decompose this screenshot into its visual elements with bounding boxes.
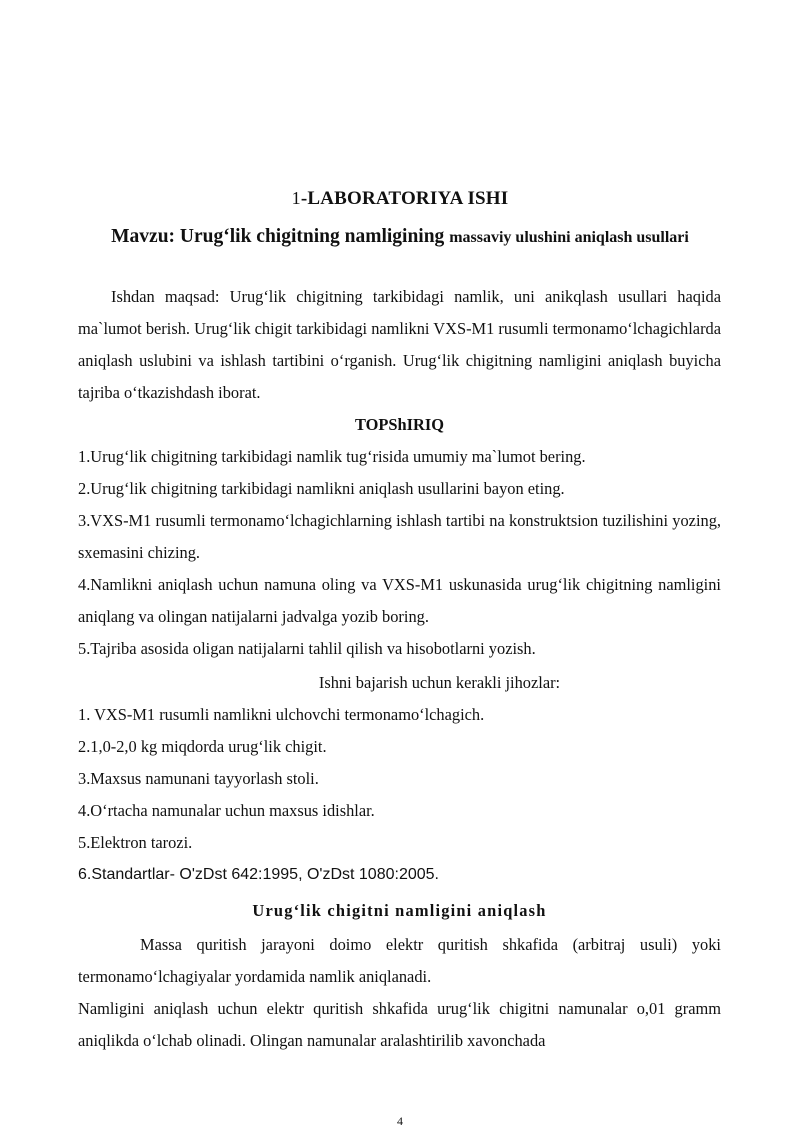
task-item: 4.Namlikni aniqlash uchun namuna oling va VXS-M1 uskunasida urug‘lik chigitning namligini aniqlang va olingan natijalarni jadvalga yozib boring. — [78, 575, 721, 626]
lab-number: 1 — [291, 188, 301, 208]
task-item: 5.Tajriba asosida oligan natijalarni tahlil qilish va hisobotlarni yozish. — [78, 639, 536, 658]
section-paragraph: Namligini aniqlash uchun elektr quritish shkafida urug‘lik chigitni namunalar o,01 gramm aniqlikda o‘lchab olinadi. Olingan namunalar aralashtirilib xavonchada — [78, 999, 721, 1050]
task-item: 2.Urug‘lik chigitning tarkibidagi namlikni aniqlash usullarini bayon eting. — [78, 479, 565, 498]
equipment-item: 5.Elektron tarozi. — [78, 833, 193, 852]
page-number: 4 — [397, 1114, 403, 1128]
standards-item: 6.Standartlar- O'zDst 642:1995, O'zDst 1080:2005. — [78, 866, 439, 883]
section-body — [78, 929, 721, 1057]
equipment-item: 1. VXS-M1 rusumli namlikni ulchovchi termonamo‘lchagich. — [78, 705, 485, 724]
section-heading: Urug‘lik chigitni namligini aniqlash — [252, 901, 547, 920]
task-item: 3.VXS-M1 rusumli termonamo‘lchagichlarning ishlash tartibi na konstruktsion tuzilishini yozing, sxemasini chizing. — [78, 511, 721, 562]
equipment-heading: Ishni bajarish uchun kerakli jihozlar: — [318, 673, 561, 692]
task-list — [78, 441, 721, 665]
task-item: 1.Urug‘lik chigitning tarkibidagi namlik tug‘risida umumiy ma`lumot bering. — [78, 447, 586, 466]
equipment-item: 3.Maxsus namunani tayyorlash stoli. — [78, 769, 319, 788]
purpose-block — [78, 281, 721, 409]
section-block — [78, 895, 721, 927]
lab-title-text: -LABORATORIYA ISHI — [300, 188, 509, 209]
equipment-item: 2.1,0-2,0 kg miqdorda urug‘lik chigit. — [78, 737, 327, 756]
equipment-item: 4.O‘rtacha namunalar uchun maxsus idishlar. — [78, 801, 375, 820]
purpose-paragraph: Ishdan maqsad: Urug‘lik chigitning tarkibidagi namlik, uni anikqlash usullari haqida ma`lumot berish. Urug‘lik chigit tarkibidagi namlikni VXS-M1 rusumli termonamo‘lchagichlarda aniqlash uslubini va ishlash tartibini o‘rganish. Urug‘lik chigitning namligini aniqlash buyicha tajriba o‘tkazishdash iborat. — [78, 287, 721, 402]
subject-main: Mavzu: Urug‘lik chigitning namligining — [111, 226, 450, 247]
lab-subject — [0, 226, 800, 248]
subject-rest: massaviy ulushini aniqlash usullari — [449, 229, 689, 246]
task-heading: TOPShIRIQ — [355, 415, 444, 434]
lab-title — [0, 188, 800, 210]
task-heading-block — [78, 409, 721, 441]
section-paragraph: Massa quritish jarayoni doimo elektr quritish shkafida (arbitraj usuli) yoki termonamo‘lchagiyalar yordamida namlik aniqlanadi. — [78, 935, 721, 986]
equipment-block — [78, 667, 721, 891]
